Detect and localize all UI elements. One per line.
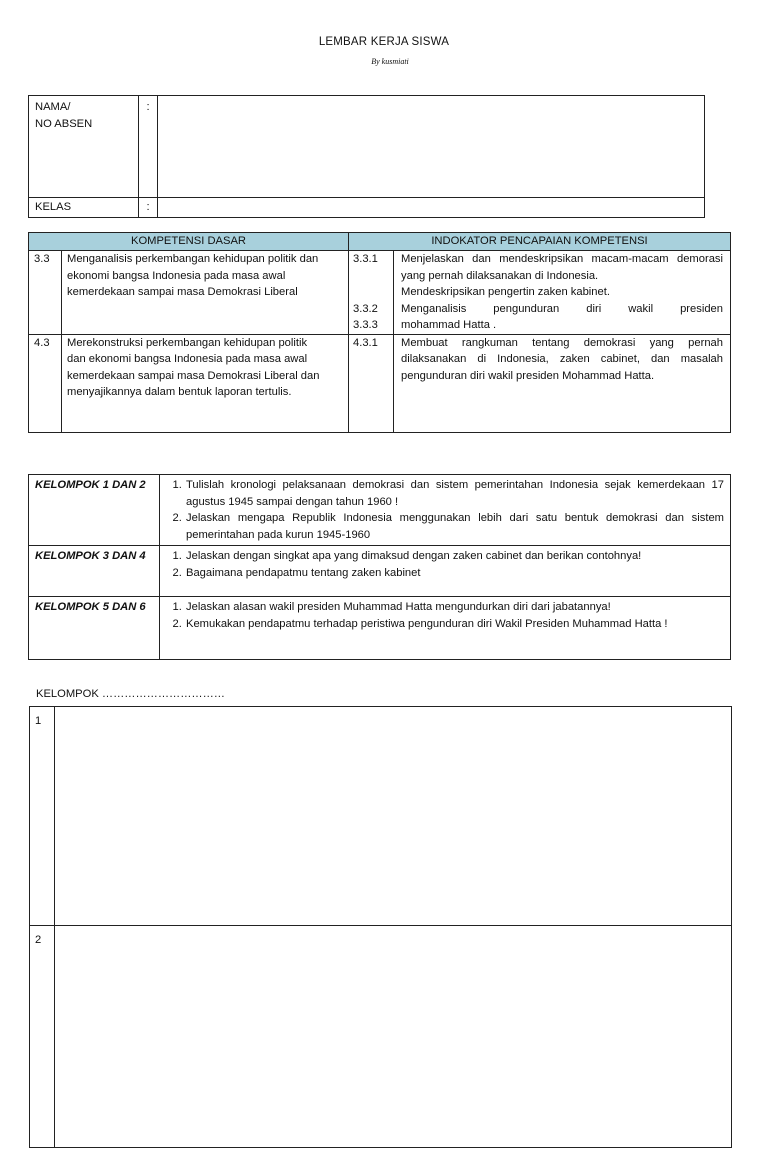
group-name: KELOMPOK 1 DAN 2 <box>29 475 160 546</box>
author-byline: By kusmiati <box>371 57 409 66</box>
answer-table <box>29 706 732 1148</box>
worksheet-title: LEMBAR KERJA SISWA <box>318 36 450 48</box>
task-item: 2. Kemukakan pendapatmu terhadap peristiwa pengunduran diri Wakil Presiden Muhammad Hatta ! <box>185 616 724 633</box>
class-field[interactable] <box>158 198 705 218</box>
kd-number: 3.3 <box>29 251 62 335</box>
task-item: 1. Jelaskan alasan wakil presiden Muhammad Hatta mengundurkan diri dari jabatannya! <box>185 599 724 616</box>
answer-field[interactable] <box>55 926 732 1148</box>
group-row <box>29 597 731 660</box>
answer-number: 2 <box>30 926 55 1148</box>
ipk-number: 3.3.3 <box>353 319 378 331</box>
name-label: NAMA/ <box>35 101 71 113</box>
kd-text: Merekonstruksi perkembangan kehidupan politik dan ekonomi bangsa Indonesia pada masa awal kemerdekaan sampai masa Demokrasi Liberal dan menyajikannya dalam bentuk laporan tertulis. <box>62 334 349 432</box>
ipk-texts <box>394 251 731 335</box>
ipk-numbers <box>349 251 394 335</box>
competency-header-row <box>29 233 731 251</box>
ipk-header: INDOKATOR PENCAPAIAN KOMPETENSI <box>349 233 731 251</box>
group-name: KELOMPOK 3 DAN 4 <box>29 546 160 597</box>
student-identity-table <box>28 95 705 218</box>
absen-label: NO ABSEN <box>35 117 93 130</box>
task-item: 2. Jelaskan mengapa Republik Indonesia menggunakan lebih dari satu bentuk demokrasi dan sistem pemerintahan pada kurun 1945-1960 <box>185 510 724 543</box>
ipk-text: Mendeskripsikan pengertin zaken kabinet. <box>401 286 610 298</box>
competency-row <box>29 251 731 335</box>
competency-table <box>28 232 731 433</box>
ipk-number: 3.3.1 <box>353 253 378 265</box>
group-tasks <box>160 475 731 546</box>
task-item: 2. Bagaimana pendapatmu tentang zaken kabinet <box>185 565 724 582</box>
ipk-number: 3.3.2 <box>353 302 378 315</box>
task-item: 1. Jelaskan dengan singkat apa yang dimaksud dengan zaken cabinet dan berikan contohnya! <box>185 548 724 565</box>
ipk-number: 4.3.1 <box>349 334 394 432</box>
answer-row <box>30 926 732 1148</box>
kd-number: 4.3 <box>29 334 62 432</box>
answer-field[interactable] <box>55 707 732 926</box>
ipk-number <box>353 284 389 301</box>
ipk-text: Membuat rangkuman tentang demokrasi yang pernah dilaksanakan di Indonesia, zaken cabinet, dan masalah pengunduran diri wakil presiden Mohammad Hatta. <box>394 334 731 432</box>
kelompok-label: KELOMPOK …………………………… <box>36 688 225 700</box>
name-field[interactable] <box>158 96 705 198</box>
kd-text: Menganalisis perkembangan kehidupan politik dan ekonomi bangsa Indonesia pada masa awal kemerdekaan sampai masa Demokrasi Liberal <box>62 251 349 335</box>
class-colon: : <box>139 198 158 218</box>
ipk-text: Menjelaskan dan mendeskripsikan macam-macam demorasi yang pernah dilaksanakan di Indonesia. <box>401 253 723 282</box>
task-item: 1. Tulislah kronologi pelaksanaan demokrasi dan sistem pemerintahan Indonesia sejak kemerdekaan 17 agustus 1945 sampai dengan tahun 1960 ! <box>185 477 724 510</box>
group-row <box>29 475 731 546</box>
ipk-text: mohammad Hatta . <box>401 319 497 331</box>
competency-row <box>29 334 731 432</box>
kd-header: KOMPETENSI DASAR <box>29 233 349 251</box>
group-name: KELOMPOK 5 DAN 6 <box>29 597 160 660</box>
ipk-text: Menganalisis pengunduran diri wakil presiden <box>401 302 723 315</box>
group-tasks <box>160 597 731 660</box>
group-tasks-table <box>28 474 731 660</box>
answer-number: 1 <box>30 707 55 926</box>
name-label-cell <box>29 96 139 198</box>
answer-row <box>30 707 732 926</box>
name-colon: : <box>139 96 158 198</box>
group-row <box>29 546 731 597</box>
class-label: KELAS <box>29 198 139 218</box>
group-tasks <box>160 546 731 597</box>
